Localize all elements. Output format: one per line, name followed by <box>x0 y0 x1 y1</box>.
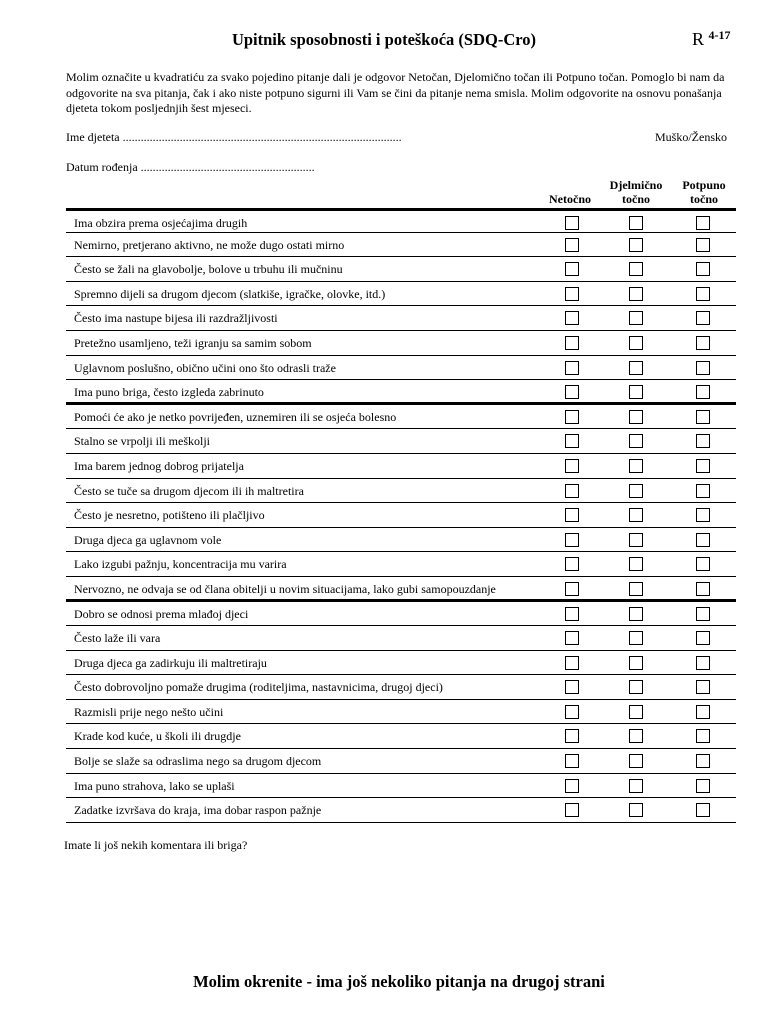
checkbox-not-true[interactable] <box>565 410 579 424</box>
checkbox-somewhat-true[interactable] <box>629 803 643 817</box>
instructions-text: Molim označite u kvadratiću za svako pojedino pitanje dali je odgovor Netočan, Djelomično točan ili Potpuno točan. Pomoglo bi nam da odgovorite na sva pitanja, čak i ako niste potpuno sigurni ili Vam se čini da pitanje nema smisla. Molim odgovorite na osnovu ponašanja djeteta tokom posljednjih šest mjeseci. <box>66 70 725 115</box>
question-text: Druga djeca ga uglavnom vole <box>74 532 222 547</box>
checkbox-somewhat-true[interactable] <box>629 754 643 768</box>
question-row <box>66 724 736 749</box>
question-text: Lako izgubi pažnju, koncentracija mu varira <box>74 557 287 572</box>
checkbox-certainly-true[interactable] <box>696 508 710 522</box>
checkbox-somewhat-true[interactable] <box>629 533 643 547</box>
question-text: Ima puno briga, često izgleda zabrinuto <box>74 385 264 400</box>
checkbox-certainly-true[interactable] <box>696 607 710 621</box>
question-row <box>66 454 736 479</box>
checkbox-not-true[interactable] <box>565 508 579 522</box>
checkbox-somewhat-true[interactable] <box>629 216 643 230</box>
checkbox-certainly-true[interactable] <box>696 729 710 743</box>
question-text: Često je nesretno, potišteno ili plačljivo <box>74 508 265 523</box>
checkbox-certainly-true[interactable] <box>696 582 710 596</box>
checkbox-certainly-true[interactable] <box>696 385 710 399</box>
checkbox-not-true[interactable] <box>565 729 579 743</box>
checkbox-somewhat-true[interactable] <box>629 779 643 793</box>
gender-field[interactable]: Muško/Žensko <box>655 130 727 144</box>
checkbox-certainly-true[interactable] <box>696 434 710 448</box>
question-text: Stalno se vrpolji ili meškolji <box>74 434 210 449</box>
checkbox-not-true[interactable] <box>565 238 579 252</box>
checkbox-somewhat-true[interactable] <box>629 656 643 670</box>
question-text: Ima puno strahova, lako se uplaši <box>74 778 235 793</box>
checkbox-not-true[interactable] <box>565 779 579 793</box>
checkbox-not-true[interactable] <box>565 754 579 768</box>
question-text: Pomoći će ako je netko povrijeđen, uznemiren ili se osjeća bolesno <box>74 409 397 424</box>
checkbox-not-true[interactable] <box>565 484 579 498</box>
checkbox-somewhat-true[interactable] <box>629 434 643 448</box>
question-text: Uglavnom poslušno, obično učini ono što odrasli traže <box>74 360 336 375</box>
checkbox-not-true[interactable] <box>565 434 579 448</box>
checkbox-not-true[interactable] <box>565 680 579 694</box>
checkbox-certainly-true[interactable] <box>696 656 710 670</box>
page-footer: Molim okrenite - ima još nekoliko pitanja na drugoj strani <box>193 972 605 991</box>
checkbox-somewhat-true[interactable] <box>629 287 643 301</box>
checkbox-certainly-true[interactable] <box>696 216 710 230</box>
question-text: Često dobrovoljno pomaže drugima (roditeljima, nastavnicima, drugoj djeci) <box>74 680 443 695</box>
checkbox-somewhat-true[interactable] <box>629 238 643 252</box>
question-row <box>66 380 736 405</box>
checkbox-certainly-true[interactable] <box>696 311 710 325</box>
question-row <box>66 774 736 799</box>
column-header-somewhat-true: Djelmično točno <box>609 178 663 206</box>
question-row <box>66 675 736 700</box>
question-text: Pretežno usamljeno, teži igranju sa samim sobom <box>74 335 312 350</box>
checkbox-not-true[interactable] <box>565 631 579 645</box>
question-row <box>66 356 736 381</box>
question-text: Često se tuče sa drugom djecom ili ih maltretira <box>74 483 304 498</box>
checkbox-certainly-true[interactable] <box>696 262 710 276</box>
question-row <box>66 306 736 331</box>
question-text: Često laže ili vara <box>74 631 161 646</box>
checkbox-certainly-true[interactable] <box>696 557 710 571</box>
checkbox-somewhat-true[interactable] <box>629 262 643 276</box>
question-text: Bolje se slaže sa odraslima nego sa drugom djecom <box>74 754 322 769</box>
checkbox-somewhat-true[interactable] <box>629 459 643 473</box>
checkbox-somewhat-true[interactable] <box>629 336 643 350</box>
checkbox-somewhat-true[interactable] <box>629 631 643 645</box>
question-row <box>66 602 736 627</box>
comments-prompt: Imate li još nekih komentara ili briga? <box>64 838 248 852</box>
question-row <box>66 208 736 233</box>
date-of-birth-field[interactable]: Datum rođenja .......................................................... <box>66 160 315 174</box>
checkbox-not-true[interactable] <box>565 311 579 325</box>
checkbox-certainly-true[interactable] <box>696 533 710 547</box>
checkbox-somewhat-true[interactable] <box>629 705 643 719</box>
question-text: Spremno dijeli sa drugom djecom (slatkiše, igračke, olovke, itd.) <box>74 286 386 301</box>
checkbox-somewhat-true[interactable] <box>629 582 643 596</box>
checkbox-certainly-true[interactable] <box>696 238 710 252</box>
checkbox-not-true[interactable] <box>565 607 579 621</box>
question-row <box>66 749 736 774</box>
checkbox-certainly-true[interactable] <box>696 459 710 473</box>
question-row <box>66 233 736 258</box>
checkbox-somewhat-true[interactable] <box>629 484 643 498</box>
checkbox-not-true[interactable] <box>565 656 579 670</box>
question-text: Nervozno, ne odvaja se od člana obitelji u novim situacijama, lako gubi samopouzdanje <box>74 581 496 596</box>
checkbox-not-true[interactable] <box>565 533 579 547</box>
question-text: Druga djeca ga zadirkuju ili maltretiraju <box>74 655 267 670</box>
checkbox-certainly-true[interactable] <box>696 680 710 694</box>
question-row <box>66 331 736 356</box>
checkbox-not-true[interactable] <box>565 557 579 571</box>
question-row <box>66 429 736 454</box>
question-text: Zadatke izvršava do kraja, ima dobar raspon pažnje <box>74 803 322 818</box>
column-header-certainly-true: Potpuno točno <box>682 178 726 206</box>
checkbox-not-true[interactable] <box>565 582 579 596</box>
question-text: Krade kod kuće, u školi ili drugdje <box>74 729 241 744</box>
question-row <box>66 282 736 307</box>
question-row <box>66 405 736 430</box>
column-header-not-true: Netočno <box>549 192 591 206</box>
checkbox-somewhat-true[interactable] <box>629 607 643 621</box>
question-text: Nemirno, pretjerano aktivno, ne može dugo ostati mirno <box>74 237 345 252</box>
checkbox-somewhat-true[interactable] <box>629 729 643 743</box>
form-code-letter: R <box>692 29 705 49</box>
question-row <box>66 552 736 577</box>
checkbox-somewhat-true[interactable] <box>629 410 643 424</box>
question-text: Ima obzira prema osjećajima drugih <box>74 216 248 230</box>
checkbox-not-true[interactable] <box>565 287 579 301</box>
checkbox-certainly-true[interactable] <box>696 484 710 498</box>
checkbox-certainly-true[interactable] <box>696 287 710 301</box>
checkbox-somewhat-true[interactable] <box>629 557 643 571</box>
question-row <box>66 700 736 725</box>
question-text: Dobro se odnosi prema mlađoj djeci <box>74 606 249 621</box>
question-row <box>66 651 736 676</box>
question-text: Često ima nastupe bijesa ili razdražljivosti <box>74 311 278 326</box>
question-row <box>66 798 736 823</box>
question-text: Razmisli prije nego nešto učini <box>74 704 224 719</box>
checkbox-not-true[interactable] <box>565 459 579 473</box>
checkbox-certainly-true[interactable] <box>696 410 710 424</box>
checkbox-not-true[interactable] <box>565 803 579 817</box>
checkbox-not-true[interactable] <box>565 385 579 399</box>
checkbox-certainly-true[interactable] <box>696 754 710 768</box>
checkbox-not-true[interactable] <box>565 336 579 350</box>
checkbox-certainly-true[interactable] <box>696 336 710 350</box>
form-code-age-range: 4-17 <box>708 28 731 42</box>
page-title: Upitnik sposobnosti i poteškoća (SDQ-Cro) <box>231 30 537 49</box>
question-row <box>66 257 736 282</box>
checkbox-certainly-true[interactable] <box>696 361 710 375</box>
checkbox-somewhat-true[interactable] <box>629 361 643 375</box>
checkbox-not-true[interactable] <box>565 262 579 276</box>
checkbox-not-true[interactable] <box>565 216 579 230</box>
checkbox-somewhat-true[interactable] <box>629 385 643 399</box>
checkbox-certainly-true[interactable] <box>696 803 710 817</box>
question-row <box>66 577 736 602</box>
question-table <box>66 208 736 823</box>
checkbox-somewhat-true[interactable] <box>629 311 643 325</box>
question-text: Ima barem jednog dobrog prijatelja <box>74 458 244 473</box>
checkbox-certainly-true[interactable] <box>696 705 710 719</box>
question-text: Često se žali na glavobolje, bolove u trbuhu ili mučninu <box>74 262 343 277</box>
form-code <box>692 28 731 50</box>
checkbox-somewhat-true[interactable] <box>629 680 643 694</box>
checkbox-not-true[interactable] <box>565 705 579 719</box>
child-name-field[interactable]: Ime djeteta ............................................................................................. <box>66 130 402 144</box>
question-row <box>66 503 736 528</box>
question-row <box>66 528 736 553</box>
checkbox-not-true[interactable] <box>565 361 579 375</box>
checkbox-somewhat-true[interactable] <box>629 508 643 522</box>
checkbox-certainly-true[interactable] <box>696 631 710 645</box>
question-row <box>66 479 736 504</box>
checkbox-certainly-true[interactable] <box>696 779 710 793</box>
question-row <box>66 626 736 651</box>
